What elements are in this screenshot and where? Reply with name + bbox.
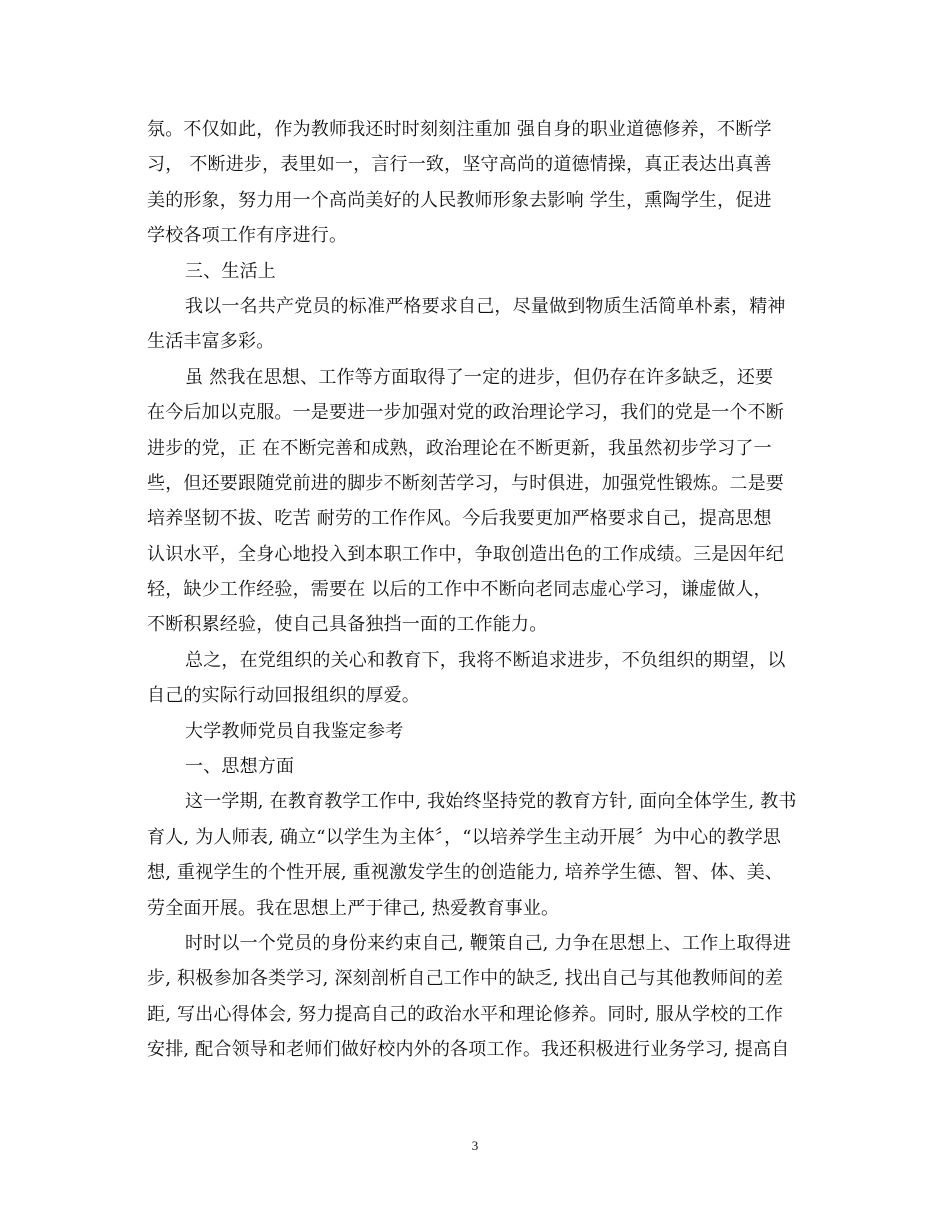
text-line: 大学教师党员自我鉴定参考 bbox=[185, 720, 404, 742]
text-line: 距, 写出心得体会, 努力提高自己的政治水平和理论修养。同时, 服从学校的工作 bbox=[147, 1003, 784, 1025]
text-line: 育人, 为人师表, 确立“以学生为主体〞，“以培养学生主动开展〞为中心的教学思 bbox=[147, 826, 782, 848]
text-line: 步, 积极参加各类学习, 深刻剖析自己工作中的缺乏, 找出自己与其他教师间的差 bbox=[147, 968, 784, 990]
text-line: 这一学期, 在教育教学工作中, 我始终坚持党的教育方针, 面向全体学生, 教书 bbox=[185, 791, 797, 813]
text-line: 习， 不断进步，表里如一，言行一致，坚守高尚的道德情操，真正表达出真善 bbox=[147, 154, 772, 176]
text-line: 三、生活上 bbox=[185, 260, 276, 282]
text-line: 自己的实际行动回报组织的厚爱。 bbox=[147, 685, 420, 707]
text-line: 我以一名共产党员的标准严格要求自己，尽量做到物质生活简单朴素，精神 bbox=[185, 295, 786, 317]
text-line: 安排, 配合领导和老师们做好校内外的各项工作。我还积极进行业务学习, 提高自 bbox=[147, 1039, 790, 1061]
text-line: 时时以一个党员的身份来约束自己, 鞭策自己, 力争在思想上、工作上取得进 bbox=[185, 932, 792, 954]
text-line: 生活丰富多彩。 bbox=[147, 331, 275, 353]
text-line: 美的形象，努力用一个高尚美好的人民教师形象去影响 学生，熏陶学生，促进 bbox=[147, 189, 772, 211]
text-line: 进步的党，正 在不断完善和成熟，政治理论在不断更新，我虽然初步学习了一 bbox=[147, 437, 772, 459]
text-line: 在今后加以克服。一是要进一步加强对党的政治理论学习，我们的党是一个不断 bbox=[147, 402, 784, 424]
text-line: 认识水平，全身心地投入到本职工作中，争取创造出色的工作成绩。三是因年纪 bbox=[147, 543, 784, 565]
text-line: 虽 然我在思想、工作等方面取得了一定的进步，但仍存在许多缺乏，还要 bbox=[185, 366, 774, 388]
text-line: 劳全面开展。我在思想上严于律己, 热爱教育事业。 bbox=[147, 897, 560, 919]
text-line: 培养坚韧不拔、吃苦 耐劳的工作作风。今后我要更加严格要求自己，提高思想 bbox=[147, 508, 772, 530]
page-number: 3 bbox=[471, 1138, 479, 1153]
text-line: 一、思想方面 bbox=[185, 756, 295, 778]
text-line: 轻，缺少工作经验，需要在 以后的工作中不断向老同志虚心学习，谦虚做人， bbox=[147, 579, 772, 601]
text-line: 学校各项工作有序进行。 bbox=[147, 225, 348, 247]
text-line: 些，但还要跟随党前进的脚步不断刻苦学习，与时俱进，加强党性锻炼。二是要 bbox=[147, 472, 784, 494]
text-line: 不断积累经验，使自己具备独挡一面的工作能力。 bbox=[147, 614, 548, 636]
text-line: 总之，在党组织的关心和教育下，我将不断追求进步，不负组织的期望，以 bbox=[185, 649, 786, 671]
text-line: 想, 重视学生的个性开展, 重视激发学生的创造能力, 培养学生德、智、体、美、 bbox=[147, 862, 784, 884]
document-body bbox=[147, 112, 807, 1068]
text-line: 氛。不仅如此，作为教师我还时时刻刻注重加 强自身的职业道德修养，不断学 bbox=[147, 119, 772, 140]
